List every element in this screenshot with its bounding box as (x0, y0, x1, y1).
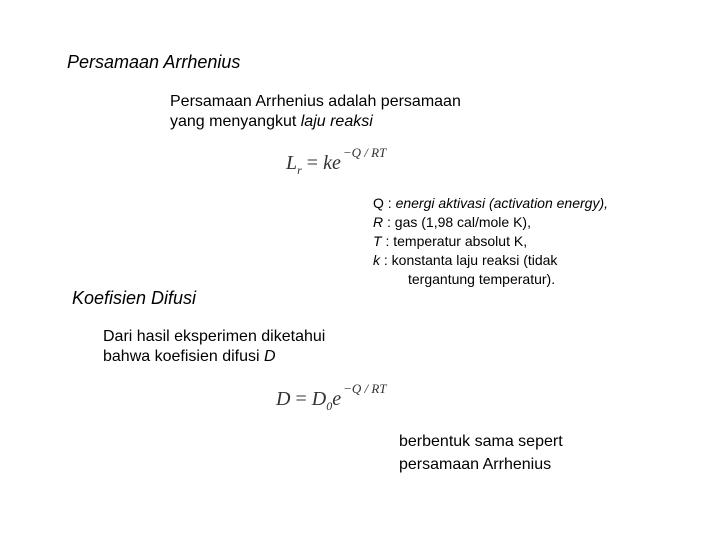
legend-item-k (373, 251, 557, 270)
difusi-formula-exponent: −Q / RT (343, 381, 387, 396)
formula-equals: = (301, 152, 324, 174)
legend-item-q (373, 194, 608, 213)
legend-q-text: energi aktivasi (activation energy), (395, 195, 608, 211)
legend-t-text: temperatur absolut K, (393, 233, 528, 249)
formula-rhs: ke (323, 152, 341, 174)
legend-k-continuation: tergantung temperatur). (408, 271, 556, 287)
legend-item-r (373, 213, 531, 232)
laju-reaksi-term: laju reaksi (300, 113, 373, 130)
legend-k-separator: : (380, 252, 392, 268)
difusi-formula (276, 381, 387, 413)
section-title-arrhenius: Persamaan Arrhenius (67, 52, 241, 72)
legend-t-symbol: T (373, 233, 382, 249)
legend-r-text: gas (1,98 cal/mole K), (394, 214, 531, 230)
difusi-description-text: bahwa koefisien difusi (103, 348, 264, 365)
arrhenius-description-line2 (170, 112, 373, 132)
arrhenius-formula (286, 145, 387, 177)
legend-t-separator: : (381, 233, 394, 249)
legend-k-text: konstanta laju reaksi (tidak (391, 252, 558, 268)
difusi-formula-equals: = (290, 388, 312, 410)
formula-lhs-subscript: r (297, 163, 302, 177)
section-title-koefisien-difusi: Koefisien Difusi (72, 288, 197, 308)
arrhenius-description-line1: Persamaan Arrhenius adalah persamaan (170, 93, 461, 110)
difusi-formula-rhs: D (311, 388, 327, 410)
legend-q-separator: : (383, 195, 396, 211)
arrhenius-similarity-note-line1: berbentuk sama sepert (399, 433, 563, 450)
formula-lhs: L (286, 152, 298, 174)
difusi-description-line1: Dari hasil eksperimen diketahui (103, 328, 326, 345)
arrhenius-description-text: yang menyangkut (170, 113, 301, 130)
formula-exponent: −Q / RT (342, 145, 387, 160)
difusi-formula-e: e (332, 388, 342, 410)
legend-item-t (373, 232, 527, 251)
legend-r-symbol: R (373, 214, 384, 230)
difusi-formula-subscript: 0 (326, 399, 333, 413)
arrhenius-similarity-note-line2: persamaan Arrhenius (399, 456, 552, 473)
legend-k-symbol: k (373, 252, 380, 268)
legend-r-separator: : (383, 214, 395, 230)
legend-q-symbol: Q (373, 195, 384, 211)
difusi-formula-lhs: D (276, 388, 291, 410)
difusi-d-symbol: D (263, 348, 276, 365)
difusi-description-line2 (103, 347, 276, 367)
